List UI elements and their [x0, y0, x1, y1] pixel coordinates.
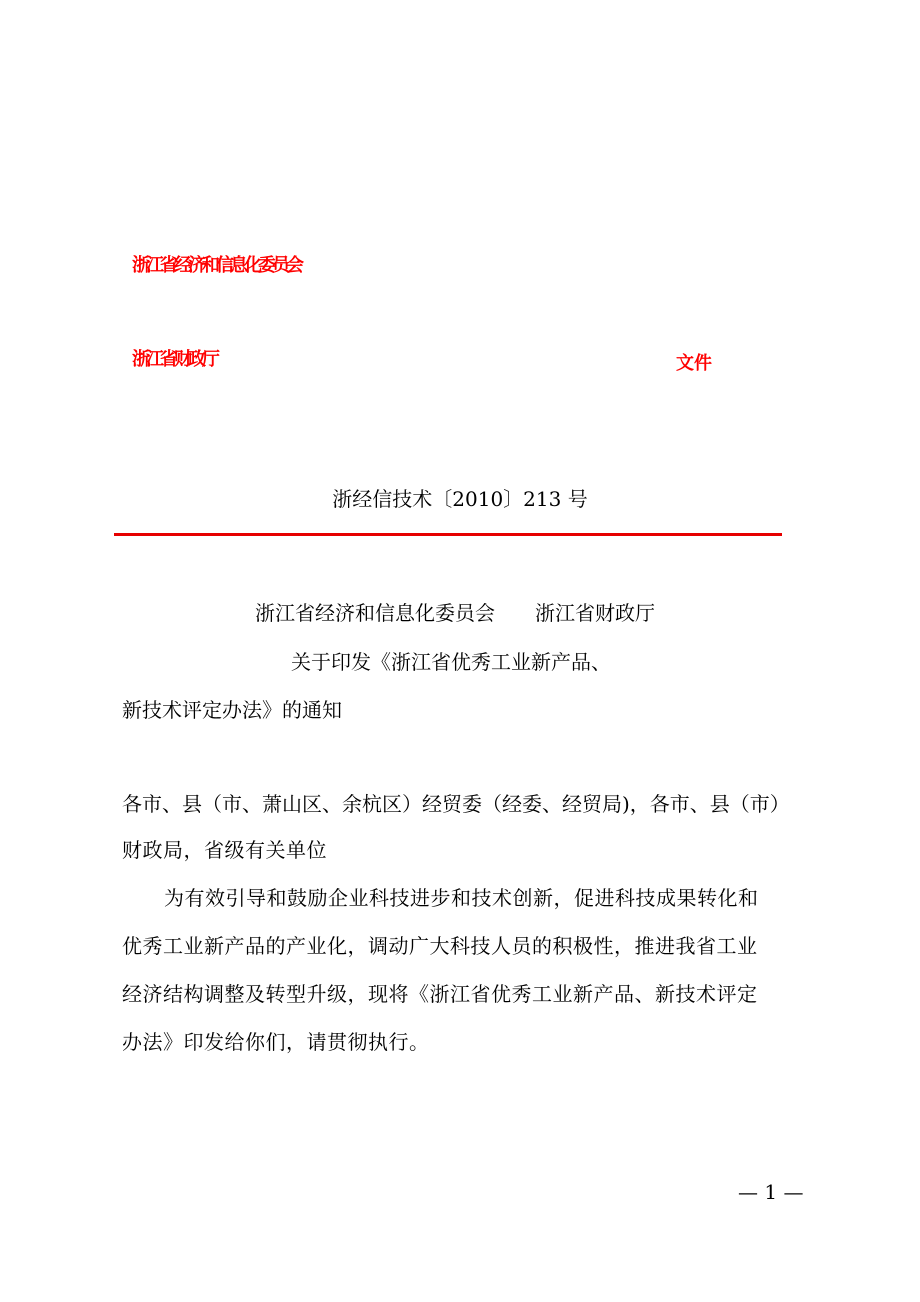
document-number: 浙经信技术〔2010〕213 号 [332, 487, 588, 511]
paragraph-line-2: 优秀工业新产品的产业化，调动广大科技人员的积极性，推进我省工业 [122, 934, 758, 958]
paragraph-line-3: 经济结构调整及转型升级，现将《浙江省优秀工业新产品、新技术评定 [122, 982, 758, 1006]
title-line-3: 新技术评定办法》的通知 [122, 698, 342, 722]
paragraph-line-4: 办法》印发给你们，请贯彻执行。 [122, 1030, 430, 1054]
title-line-2: 关于印发《浙江省优秀工业新产品、 [291, 650, 611, 674]
page-number: — 1 — [738, 1180, 804, 1204]
document-type-label: 文件 [676, 353, 712, 374]
paragraph-line-1: 为有效引导和鼓励企业科技进步和技术创新，促进科技成果转化和 [164, 886, 759, 910]
issuer-name-1: 浙江省经济和信息化委员会 [132, 255, 300, 276]
recipients-line-1: 各市、县（市、萧山区、余杭区）经贸委（经委、经贸局)，各市、县（市） [122, 792, 790, 816]
recipients-line-2: 财政局，省级有关单位 [122, 838, 327, 862]
issuer-name-2: 浙江省财政厅 [132, 349, 216, 370]
title-line-1: 浙江省经济和信息化委员会 浙江省财政厅 [255, 601, 655, 625]
red-divider-line [114, 533, 782, 536]
